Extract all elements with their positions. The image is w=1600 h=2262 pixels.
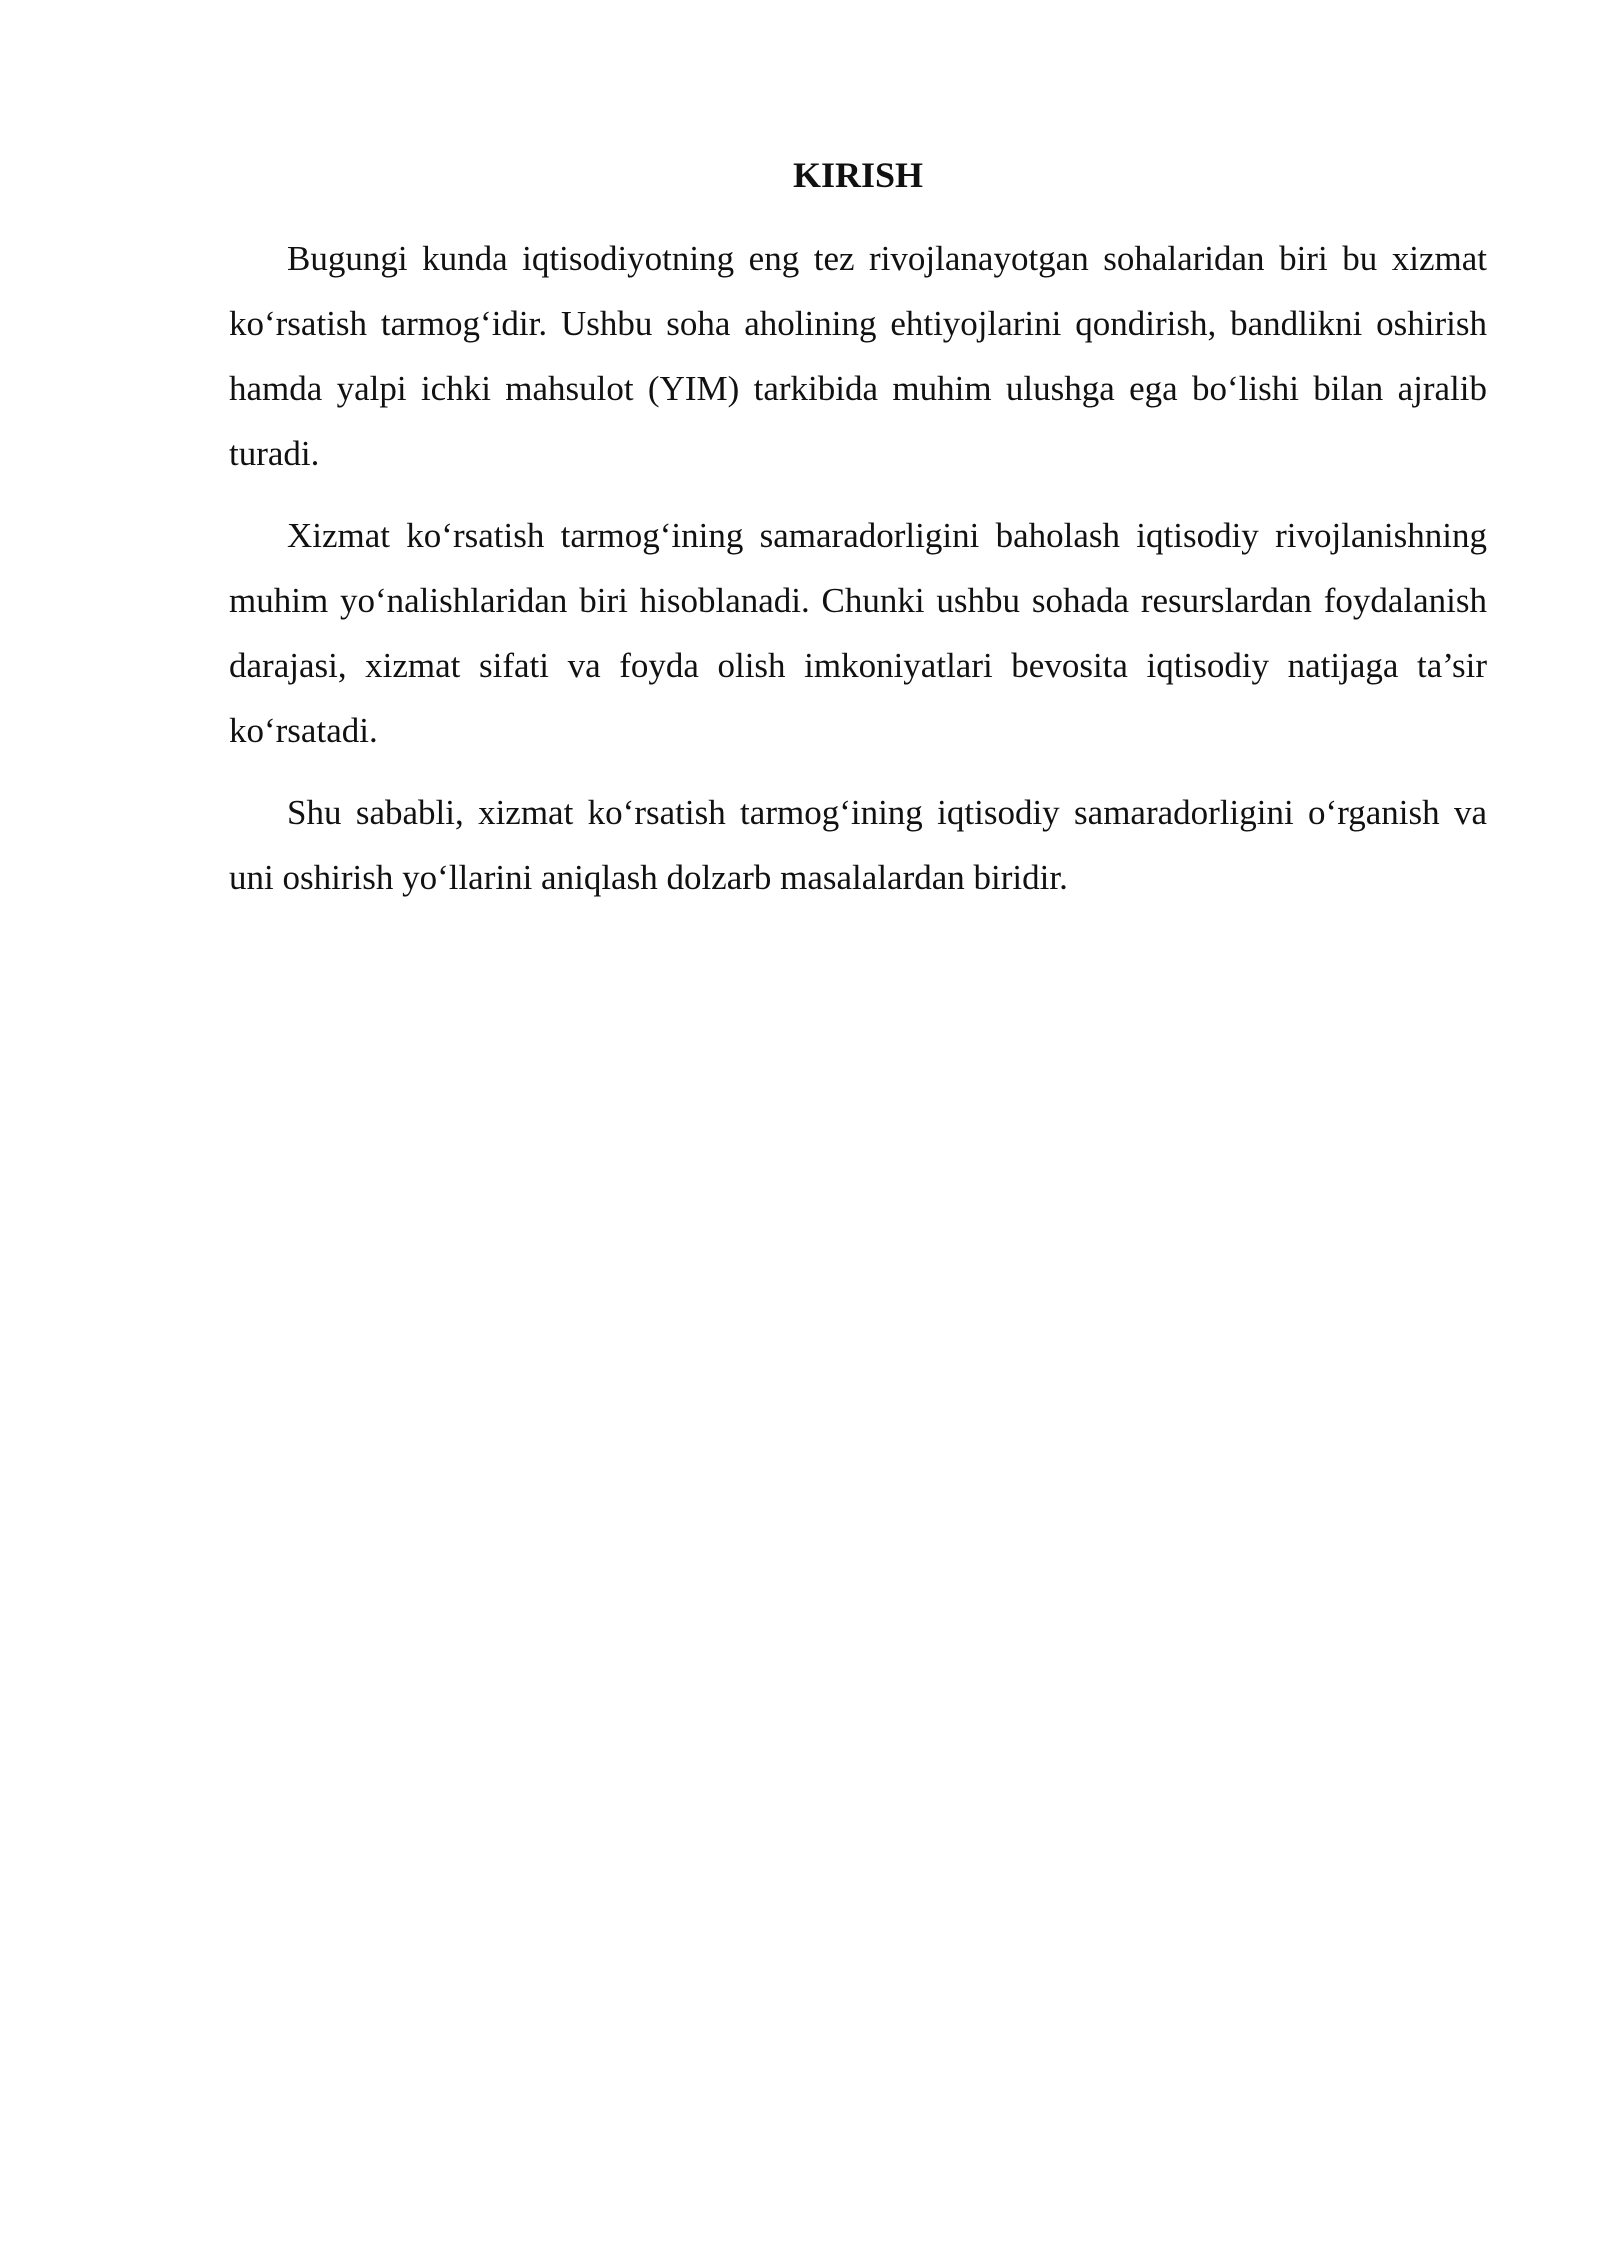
page-title: KIRISH: [792, 155, 924, 195]
paragraph-2: Xizmat ko‘rsatish tarmog‘ining samaradorligini baholash iqtisodiy rivojlanishning muhim yo‘nalishlaridan biri hisoblanadi. Chunki ushbu sohada resurslardan foydalanish darajasi, xizmat sifati va foyda olish imkoniyatlari bevosita iqtisodiy natijaga ta’sir ko‘rsatadi.: [229, 516, 1487, 750]
paragraph-3: Shu sababli, xizmat ko‘rsatish tarmog‘ining iqtisodiy samaradorligini o‘rganish va uni oshirish yo‘llarini aniqlash dolzarb masalalardan biridir.: [229, 793, 1487, 897]
paragraph-1: Bugungi kunda iqtisodiyotning eng tez rivojlanayotgan sohalaridan biri bu xizmat ko‘rsatish tarmog‘idir. Ushbu soha aholining ehtiyojlarini qondirish, bandlikni oshirish hamda yalpi ichki mahsulot (YIM) tarkibida muhim ulushga ega bo‘lishi bilan ajralib turadi.: [229, 239, 1487, 473]
